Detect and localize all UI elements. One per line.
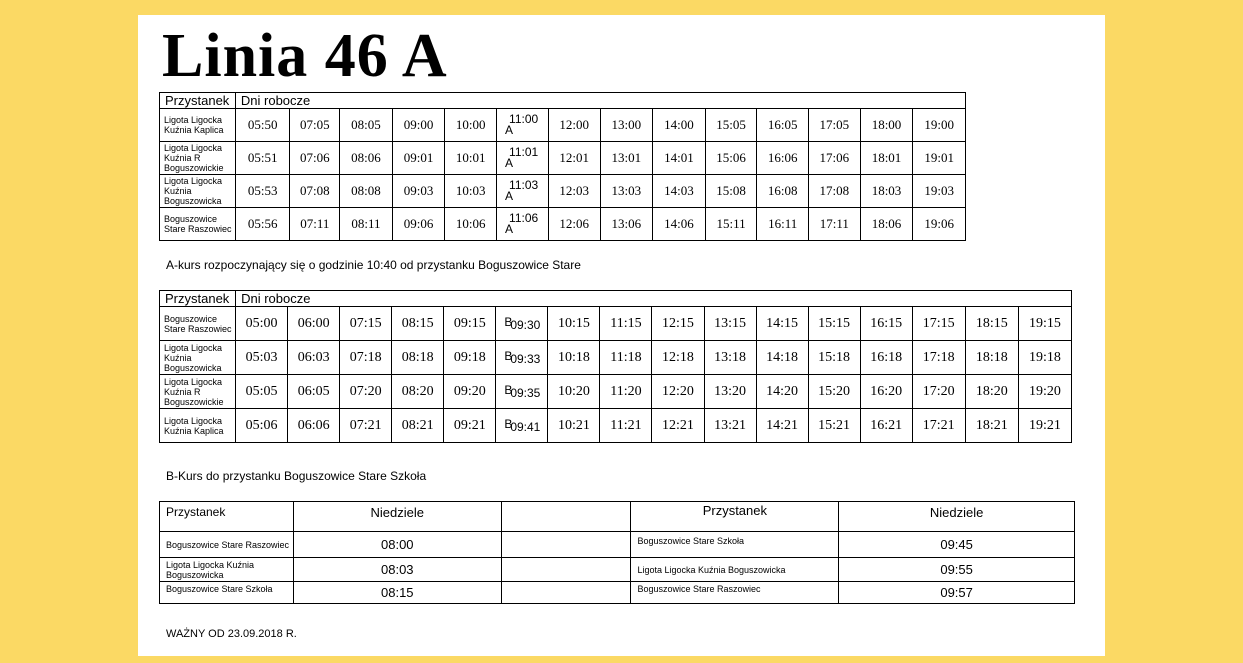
note-a: A-kurs rozpoczynający się o godzinie 10:40 od przystanku Boguszowice Stare bbox=[166, 258, 581, 272]
left-header-stop: Przystanek bbox=[160, 502, 294, 532]
departure-time: 18:00 bbox=[860, 109, 913, 142]
departure-time: 09:15 bbox=[444, 307, 496, 341]
left-stop: Boguszowice Stare Szkoła bbox=[160, 582, 294, 604]
course-marker: A bbox=[505, 156, 514, 170]
departure-time: 13:18 bbox=[704, 341, 756, 375]
departure-time: 13:00 bbox=[600, 109, 653, 142]
weekday-timetable-2 bbox=[159, 290, 1072, 443]
departure-time: 08:05 bbox=[340, 109, 393, 142]
departure-time: 09:06 bbox=[392, 208, 445, 241]
departure-time: 13:06 bbox=[600, 208, 653, 241]
marked-departure-time bbox=[496, 341, 548, 375]
departure-time: 19:00 bbox=[913, 109, 966, 142]
left-time: 08:00 bbox=[293, 532, 501, 558]
departure-time: 18:06 bbox=[860, 208, 913, 241]
departure-time: 12:18 bbox=[652, 341, 704, 375]
departure-time: 09:20 bbox=[444, 375, 496, 409]
departure-time: 15:18 bbox=[808, 341, 860, 375]
departure-time: 11:20 bbox=[600, 375, 652, 409]
departure-time: 07:06 bbox=[290, 142, 340, 175]
departure-time: 13:03 bbox=[600, 175, 653, 208]
departure-time: 12:15 bbox=[652, 307, 704, 341]
departure-time: 19:18 bbox=[1018, 341, 1071, 375]
departure-time: 10:00 bbox=[445, 109, 497, 142]
departure-time: 16:21 bbox=[860, 409, 912, 443]
departure-time: 06:06 bbox=[288, 409, 340, 443]
departure-time: 08:08 bbox=[340, 175, 393, 208]
departure-time: 17:15 bbox=[912, 307, 965, 341]
departure-time: 07:21 bbox=[340, 409, 392, 443]
departure-time: 14:03 bbox=[653, 175, 706, 208]
departure-time: 09:41 bbox=[510, 419, 541, 434]
departure-time: 18:01 bbox=[860, 142, 913, 175]
departure-time: 10:18 bbox=[548, 341, 600, 375]
table-row bbox=[160, 142, 966, 175]
departure-time: 19:15 bbox=[1018, 307, 1071, 341]
stop-name: Boguszowice Stare Raszowiec bbox=[160, 208, 236, 241]
course-marker: B bbox=[504, 348, 513, 363]
right-time: 09:45 bbox=[839, 532, 1075, 558]
departure-time: 15:06 bbox=[705, 142, 757, 175]
departure-time: 07:15 bbox=[340, 307, 392, 341]
stop-name: Ligota Ligocka Kuźnia Kaplica bbox=[160, 409, 236, 443]
departure-time: 12:21 bbox=[652, 409, 704, 443]
departure-time: 13:01 bbox=[600, 142, 653, 175]
departure-time: 10:15 bbox=[548, 307, 600, 341]
departure-time: 18:18 bbox=[965, 341, 1018, 375]
departure-time: 16:20 bbox=[860, 375, 912, 409]
departure-time: 16:05 bbox=[757, 109, 809, 142]
departure-time: 09:21 bbox=[444, 409, 496, 443]
weekday-timetable-1 bbox=[159, 92, 966, 241]
marked-departure-time bbox=[496, 375, 548, 409]
departure-time: 08:21 bbox=[392, 409, 444, 443]
departure-time: 15:11 bbox=[705, 208, 757, 241]
header-stop: Przystanek bbox=[160, 291, 236, 307]
right-header-days: Niedziele bbox=[839, 502, 1075, 532]
departure-time: 10:21 bbox=[548, 409, 600, 443]
departure-time: 17:20 bbox=[912, 375, 965, 409]
header-stop: Przystanek bbox=[160, 93, 236, 109]
departure-time: 09:01 bbox=[392, 142, 445, 175]
departure-time: 12:06 bbox=[548, 208, 600, 241]
departure-time: 11:00 bbox=[509, 112, 539, 126]
departure-time: 19:01 bbox=[913, 142, 966, 175]
departure-time: 07:08 bbox=[290, 175, 340, 208]
stop-name: Ligota Ligocka Kuźnia R Boguszowickie bbox=[160, 142, 236, 175]
departure-time: 15:08 bbox=[705, 175, 757, 208]
departure-time: 09:00 bbox=[392, 109, 445, 142]
note-b: B-Kurs do przystanku Boguszowice Stare Szkoła bbox=[166, 469, 427, 483]
right-time: 09:57 bbox=[839, 582, 1075, 604]
course-marker: A bbox=[505, 222, 514, 236]
sunday-timetable bbox=[159, 501, 1075, 604]
departure-time: 14:01 bbox=[653, 142, 706, 175]
departure-time: 13:15 bbox=[704, 307, 756, 341]
table-row bbox=[160, 109, 966, 142]
departure-time: 07:18 bbox=[340, 341, 392, 375]
course-marker: B bbox=[504, 382, 513, 397]
spacer-cell bbox=[501, 532, 631, 558]
spacer-cell bbox=[501, 582, 631, 604]
marked-departure-time bbox=[497, 208, 549, 241]
departure-time: 19:20 bbox=[1018, 375, 1071, 409]
departure-time: 09:35 bbox=[510, 385, 541, 400]
departure-time: 15:20 bbox=[808, 375, 860, 409]
departure-time: 10:06 bbox=[445, 208, 497, 241]
departure-time: 11:15 bbox=[600, 307, 652, 341]
departure-time: 08:11 bbox=[340, 208, 393, 241]
table-row bbox=[160, 341, 1072, 375]
departure-time: 15:15 bbox=[808, 307, 860, 341]
left-stop: Ligota Ligocka Kuźnia Boguszowicka bbox=[160, 558, 294, 582]
course-marker: A bbox=[505, 123, 514, 137]
departure-time: 13:20 bbox=[704, 375, 756, 409]
departure-time: 08:18 bbox=[392, 341, 444, 375]
departure-time: 19:21 bbox=[1018, 409, 1071, 443]
departure-time: 12:00 bbox=[548, 109, 600, 142]
spacer-cell bbox=[501, 502, 631, 532]
left-time: 08:03 bbox=[293, 558, 501, 582]
departure-time: 09:03 bbox=[392, 175, 445, 208]
right-stop: Boguszowice Stare Szkoła bbox=[631, 532, 839, 558]
departure-time: 11:03 bbox=[509, 178, 539, 192]
departure-time: 15:05 bbox=[705, 109, 757, 142]
departure-time: 16:08 bbox=[757, 175, 809, 208]
departure-time: 08:06 bbox=[340, 142, 393, 175]
departure-time: 10:03 bbox=[445, 175, 497, 208]
departure-time: 18:21 bbox=[965, 409, 1018, 443]
course-marker: B bbox=[504, 416, 513, 431]
header-days: Dni robocze bbox=[235, 93, 965, 109]
table-row bbox=[160, 307, 1072, 341]
departure-time: 18:03 bbox=[860, 175, 913, 208]
departure-time: 14:18 bbox=[756, 341, 808, 375]
departure-time: 14:20 bbox=[756, 375, 808, 409]
timetable-page bbox=[138, 15, 1105, 656]
departure-time: 17:11 bbox=[809, 208, 861, 241]
right-time: 09:55 bbox=[839, 558, 1075, 582]
departure-time: 05:06 bbox=[236, 409, 288, 443]
departure-time: 08:15 bbox=[392, 307, 444, 341]
departure-time: 14:06 bbox=[653, 208, 706, 241]
departure-time: 14:21 bbox=[756, 409, 808, 443]
departure-time: 05:00 bbox=[236, 307, 288, 341]
departure-time: 07:20 bbox=[340, 375, 392, 409]
departure-time: 09:18 bbox=[444, 341, 496, 375]
departure-time: 10:20 bbox=[548, 375, 600, 409]
departure-time: 16:15 bbox=[860, 307, 912, 341]
valid-from-note: WAŻNY OD 23.09.2018 R. bbox=[166, 628, 297, 640]
departure-time: 12:20 bbox=[652, 375, 704, 409]
marked-departure-time bbox=[496, 409, 548, 443]
departure-time: 17:05 bbox=[809, 109, 861, 142]
right-stop: Ligota Ligocka Kuźnia Boguszowicka bbox=[631, 558, 839, 582]
departure-time: 06:05 bbox=[288, 375, 340, 409]
marked-departure-time bbox=[496, 307, 548, 341]
departure-time: 16:18 bbox=[860, 341, 912, 375]
marked-departure-time bbox=[497, 142, 549, 175]
departure-time: 13:21 bbox=[704, 409, 756, 443]
departure-time: 19:06 bbox=[913, 208, 966, 241]
departure-time: 11:21 bbox=[600, 409, 652, 443]
departure-time: 17:21 bbox=[912, 409, 965, 443]
marked-departure-time bbox=[497, 109, 549, 142]
course-marker: B bbox=[504, 314, 513, 329]
departure-time: 08:20 bbox=[392, 375, 444, 409]
departure-time: 16:11 bbox=[757, 208, 809, 241]
departure-time: 18:20 bbox=[965, 375, 1018, 409]
left-header-days: Niedziele bbox=[293, 502, 501, 532]
course-marker: A bbox=[505, 189, 514, 203]
departure-time: 10:01 bbox=[445, 142, 497, 175]
departure-time: 14:15 bbox=[756, 307, 808, 341]
departure-time: 06:03 bbox=[288, 341, 340, 375]
right-header-stop: Przystanek bbox=[631, 502, 839, 532]
stop-name: Ligota Ligocka Kuźnia Boguszowicka bbox=[160, 175, 236, 208]
departure-time: 16:06 bbox=[757, 142, 809, 175]
table-row bbox=[160, 375, 1072, 409]
header-days: Dni robocze bbox=[236, 291, 1072, 307]
table-row bbox=[160, 409, 1072, 443]
marked-departure-time bbox=[497, 175, 549, 208]
departure-time: 05:56 bbox=[235, 208, 290, 241]
stop-name: Ligota Ligocka Kuźnia Kaplica bbox=[160, 109, 236, 142]
departure-time: 17:06 bbox=[809, 142, 861, 175]
departure-time: 17:18 bbox=[912, 341, 965, 375]
departure-time: 12:03 bbox=[548, 175, 600, 208]
departure-time: 05:05 bbox=[236, 375, 288, 409]
departure-time: 12:01 bbox=[548, 142, 600, 175]
page-title: Linia 46 A bbox=[162, 22, 448, 90]
departure-time: 05:50 bbox=[235, 109, 290, 142]
departure-time: 06:00 bbox=[288, 307, 340, 341]
departure-time: 05:03 bbox=[236, 341, 288, 375]
departure-time: 09:30 bbox=[510, 317, 541, 332]
spacer-cell bbox=[501, 558, 631, 582]
departure-time: 07:05 bbox=[290, 109, 340, 142]
departure-time: 15:21 bbox=[808, 409, 860, 443]
departure-time: 17:08 bbox=[809, 175, 861, 208]
departure-time: 11:18 bbox=[600, 341, 652, 375]
departure-time: 19:03 bbox=[913, 175, 966, 208]
departure-time: 11:01 bbox=[509, 145, 539, 159]
departure-time: 18:15 bbox=[965, 307, 1018, 341]
left-stop: Boguszowice Stare Raszowiec bbox=[160, 532, 294, 558]
stop-name: Ligota Ligocka Kuźnia R Boguszowickie bbox=[160, 375, 236, 409]
departure-time: 09:33 bbox=[510, 351, 541, 366]
right-stop: Boguszowice Stare Raszowiec bbox=[631, 582, 839, 604]
stop-name: Boguszowice Stare Raszowiec bbox=[160, 307, 236, 341]
stop-name: Ligota Ligocka Kuźnia Boguszowicka bbox=[160, 341, 236, 375]
departure-time: 05:51 bbox=[235, 142, 290, 175]
departure-time: 05:53 bbox=[235, 175, 290, 208]
departure-time: 11:06 bbox=[509, 211, 539, 225]
departure-time: 07:11 bbox=[290, 208, 340, 241]
left-time: 08:15 bbox=[293, 582, 501, 604]
table-row bbox=[160, 208, 966, 241]
table-row bbox=[160, 175, 966, 208]
departure-time: 14:00 bbox=[653, 109, 706, 142]
